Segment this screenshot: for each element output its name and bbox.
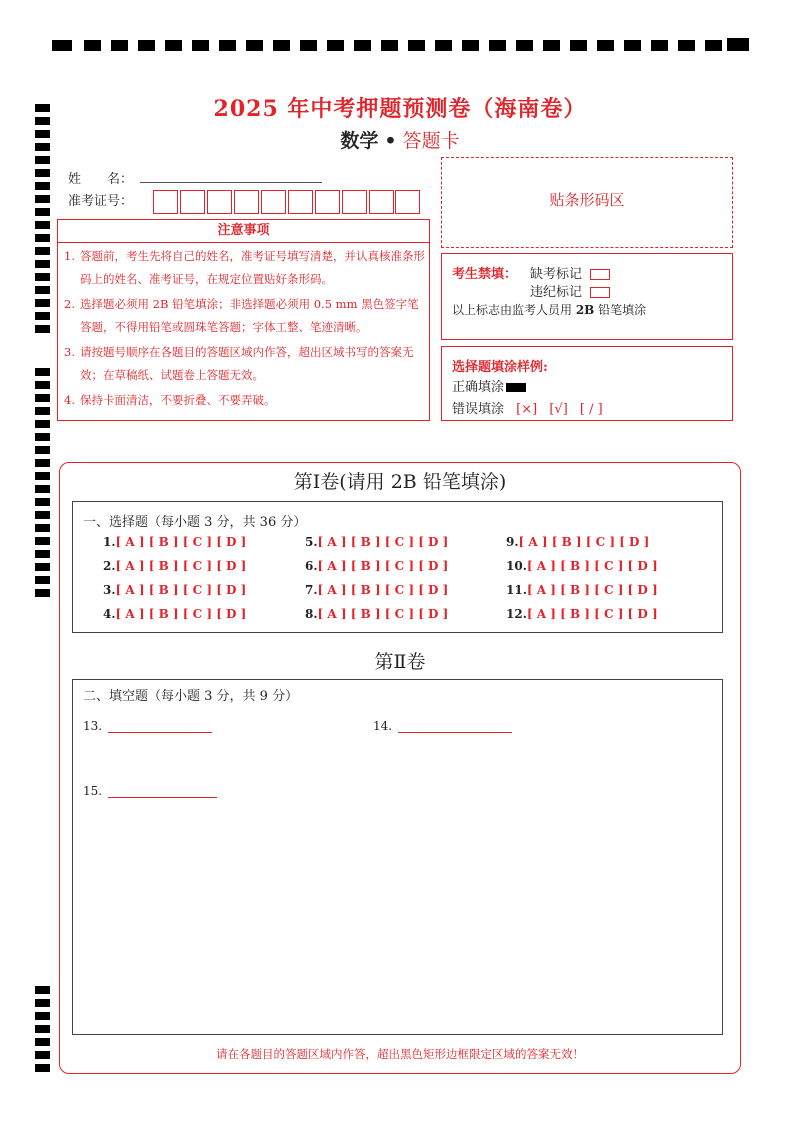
timing-mark xyxy=(327,40,344,51)
q-options[interactable]: [ A ] [ B ] [ C ] [ D ] xyxy=(526,607,658,621)
timing-mark xyxy=(381,40,398,51)
correct-label: 正确填涂 xyxy=(452,380,505,395)
choice-question xyxy=(103,607,246,621)
timing-mark xyxy=(52,40,72,51)
timing-mark xyxy=(35,459,50,467)
id-digit-box[interactable] xyxy=(369,190,394,214)
timing-mark xyxy=(35,1025,50,1033)
name-field[interactable] xyxy=(140,182,322,183)
timing-mark xyxy=(35,589,50,597)
q-options[interactable]: [ A ] [ B ] [ C ] [ D ] xyxy=(115,607,247,621)
sample-title: 选择题填涂样例: xyxy=(452,360,548,375)
timing-mark xyxy=(35,498,50,506)
notice-text: 答题前，考生先将自己的姓名，准考证号填写清楚，并认真核准条形码上的姓名、准考证号，在规定位置贴好条形码。 xyxy=(80,249,425,286)
q-options[interactable]: [ A ] [ B ] [ C ] [ D ] xyxy=(317,535,449,549)
timing-mark xyxy=(35,433,50,441)
timing-mark xyxy=(35,299,50,307)
timing-mark xyxy=(35,394,50,402)
correct-sample-row xyxy=(452,376,526,395)
notice-item xyxy=(64,341,429,387)
timing-mark xyxy=(35,1012,50,1020)
timing-mark xyxy=(35,312,50,320)
choice-question xyxy=(506,559,658,573)
fill-in-blank xyxy=(83,719,212,733)
q-options[interactable]: [ A ] [ B ] [ C ] [ D ] xyxy=(317,559,449,573)
q-num: 11. xyxy=(506,583,527,597)
timing-mark xyxy=(408,40,425,51)
notice-text: 保持卡面清洁，不要折叠、不要弄破。 xyxy=(80,393,276,407)
absent-mark-box[interactable] xyxy=(590,269,610,280)
notice-num: 3. xyxy=(64,345,75,359)
choice-section xyxy=(72,501,723,633)
blank-line[interactable] xyxy=(108,731,212,733)
timing-mark xyxy=(35,524,50,532)
violation-mark-row xyxy=(530,281,610,300)
absent-label: 缺考标记 xyxy=(530,267,583,282)
q-num: 4. xyxy=(103,607,116,621)
prohibit-box xyxy=(441,253,733,340)
barcode-label: 贴条形码区 xyxy=(549,191,625,209)
timing-mark xyxy=(35,1038,50,1046)
choice-question xyxy=(506,583,658,597)
timing-mark xyxy=(35,195,50,203)
part2-title: 第Ⅱ卷 xyxy=(374,651,426,673)
filled-mark xyxy=(506,383,526,392)
timing-mark xyxy=(35,247,50,255)
timing-mark xyxy=(165,40,182,51)
barcode-area[interactable] xyxy=(441,157,733,248)
timing-mark xyxy=(35,286,50,294)
id-digit-box[interactable] xyxy=(288,190,313,214)
timing-mark xyxy=(489,40,506,51)
blank-line[interactable] xyxy=(108,796,217,798)
prohibit-label: 考生禁填： xyxy=(452,267,518,282)
subject-label: 数学 xyxy=(340,130,379,152)
wrong-mark: [√] xyxy=(549,402,568,417)
timing-mark xyxy=(273,40,290,51)
blank-num: 14. xyxy=(373,719,393,733)
timing-mark xyxy=(35,221,50,229)
exam-title: 2025 年中考押题预测卷（海南卷） xyxy=(213,96,587,122)
timing-mark xyxy=(35,576,50,584)
q-options[interactable]: [ A ] [ B ] [ C ] [ D ] xyxy=(115,535,247,549)
notice-num: 1. xyxy=(64,249,75,263)
timing-mark xyxy=(570,40,587,51)
q-num: 7. xyxy=(305,583,318,597)
id-digit-box[interactable] xyxy=(395,190,420,214)
card-label: 答题卡 xyxy=(402,130,460,152)
blank-num: 13. xyxy=(83,719,103,733)
timing-mark xyxy=(300,40,317,51)
prohibit-note-a: 以上标志由监考人员用 xyxy=(452,303,576,317)
notice-text: 请按题号顺序在各题目的答题区域内作答，超出区域书写的答案无效；在草稿纸、试题卷上答题无效。 xyxy=(80,345,414,382)
timing-mark xyxy=(705,40,722,51)
id-digit-box[interactable] xyxy=(315,190,340,214)
timing-mark xyxy=(35,368,50,376)
q-options[interactable]: [ A ] [ B ] [ C ] [ D ] xyxy=(317,607,449,621)
blank-line[interactable] xyxy=(398,731,512,733)
q-num: 6. xyxy=(305,559,318,573)
wrong-mark: [×] xyxy=(516,402,538,417)
timing-mark xyxy=(35,208,50,216)
timing-mark xyxy=(35,563,50,571)
q-options[interactable]: [ A ] [ B ] [ C ] [ D ] xyxy=(526,583,658,597)
timing-mark xyxy=(462,40,479,51)
timing-mark xyxy=(435,40,452,51)
notice-text: 选择题必须用 2B 铅笔填涂；非选择题必须用 0.5 mm 黑色签字笔答题，不得用铅笔或圆珠笔答题；字体工整、笔迹清晰。 xyxy=(80,297,419,334)
timing-mark xyxy=(727,38,749,51)
timing-mark xyxy=(354,40,371,51)
notice-item xyxy=(64,245,429,291)
timing-mark xyxy=(35,446,50,454)
sample-box xyxy=(441,346,733,421)
id-digit-box[interactable] xyxy=(180,190,205,214)
q-options[interactable]: [ A ] [ B ] [ C ] [ D ] xyxy=(526,559,658,573)
notice-title: 注意事项 xyxy=(57,219,430,243)
absent-mark-row xyxy=(530,263,610,282)
part1-title: 第Ⅰ卷(请用 2B 铅笔填涂) xyxy=(293,471,507,493)
timing-mark xyxy=(35,1064,50,1072)
choice-section-header: 一、选择题（每小题 3 分，共 36 分） xyxy=(83,515,307,530)
choice-question xyxy=(305,607,448,621)
timing-mark xyxy=(516,40,533,51)
id-digit-box[interactable] xyxy=(153,190,178,214)
choice-question xyxy=(506,535,649,549)
q-num: 9. xyxy=(506,535,519,549)
timing-mark xyxy=(543,40,560,51)
timing-mark xyxy=(35,550,50,558)
fill-in-blank xyxy=(83,784,217,798)
timing-mark xyxy=(35,407,50,415)
timing-mark xyxy=(192,40,209,51)
timing-mark xyxy=(597,40,614,51)
timing-mark xyxy=(35,260,50,268)
q-num: 12. xyxy=(506,607,527,621)
timing-mark xyxy=(35,169,50,177)
notice-num: 2. xyxy=(64,297,75,311)
choice-question xyxy=(103,583,246,597)
q-num: 1. xyxy=(103,535,116,549)
wrong-label: 错误填涂 xyxy=(452,402,505,417)
timing-mark xyxy=(624,40,641,51)
timing-mark xyxy=(35,420,50,428)
subtitle-dot: • xyxy=(384,130,397,152)
choice-question xyxy=(506,607,658,621)
timing-mark xyxy=(35,511,50,519)
wrong-sample-row xyxy=(452,398,603,417)
timing-mark xyxy=(35,156,50,164)
notice-num: 4. xyxy=(64,393,75,407)
timing-mark xyxy=(678,40,695,51)
violation-label: 违纪标记 xyxy=(530,285,583,300)
fill-in-section xyxy=(72,679,723,1035)
id-digit-box[interactable] xyxy=(261,190,286,214)
choice-question xyxy=(103,535,246,549)
prohibit-note-b: 2B xyxy=(575,303,595,317)
prohibit-note xyxy=(452,301,646,318)
q-num: 5. xyxy=(305,535,318,549)
q-num: 3. xyxy=(103,583,116,597)
timing-mark xyxy=(35,381,50,389)
q-num: 8. xyxy=(305,607,318,621)
choice-question xyxy=(305,559,448,573)
timing-mark xyxy=(35,182,50,190)
id-label: 准考证号： xyxy=(68,194,134,209)
q-num: 2. xyxy=(103,559,116,573)
name-label: 姓 名： xyxy=(68,172,134,187)
timing-mark xyxy=(84,40,101,51)
fill-in-section-header: 二、填空题（每小题 3 分，共 9 分） xyxy=(83,689,299,704)
choice-question xyxy=(305,535,448,549)
q-num: 10. xyxy=(506,559,527,573)
blank-num: 15. xyxy=(83,784,103,798)
prohibit-note-c: 铅笔填涂 xyxy=(594,303,647,317)
id-digit-box[interactable] xyxy=(234,190,259,214)
id-digit-box[interactable] xyxy=(342,190,367,214)
timing-mark xyxy=(138,40,155,51)
q-options[interactable]: [ A ] [ B ] [ C ] [ D ] xyxy=(115,583,247,597)
timing-mark xyxy=(35,537,50,545)
fill-in-blank xyxy=(373,719,512,733)
footer-warning: 请在各题目的答题区域内作答，超出黑色矩形边框限定区域的答案无效！ xyxy=(216,1047,584,1061)
timing-mark xyxy=(219,40,236,51)
timing-mark xyxy=(35,273,50,281)
wrong-mark: [ / ] xyxy=(579,402,603,417)
timing-mark xyxy=(35,325,50,333)
notice-item xyxy=(64,389,429,412)
q-options[interactable]: [ A ] [ B ] [ C ] [ D ] xyxy=(317,583,449,597)
choice-question xyxy=(103,559,246,573)
timing-mark xyxy=(651,40,668,51)
timing-mark xyxy=(111,40,128,51)
q-options[interactable]: [ A ] [ B ] [ C ] [ D ] xyxy=(518,535,650,549)
notice-item xyxy=(64,293,429,339)
violation-mark-box[interactable] xyxy=(590,287,610,298)
timing-mark xyxy=(35,999,50,1007)
timing-mark xyxy=(35,234,50,242)
q-options[interactable]: [ A ] [ B ] [ C ] [ D ] xyxy=(115,559,247,573)
choice-question xyxy=(305,583,448,597)
id-digit-box[interactable] xyxy=(207,190,232,214)
timing-mark xyxy=(246,40,263,51)
timing-mark xyxy=(35,986,50,994)
card-subtitle xyxy=(0,126,800,153)
